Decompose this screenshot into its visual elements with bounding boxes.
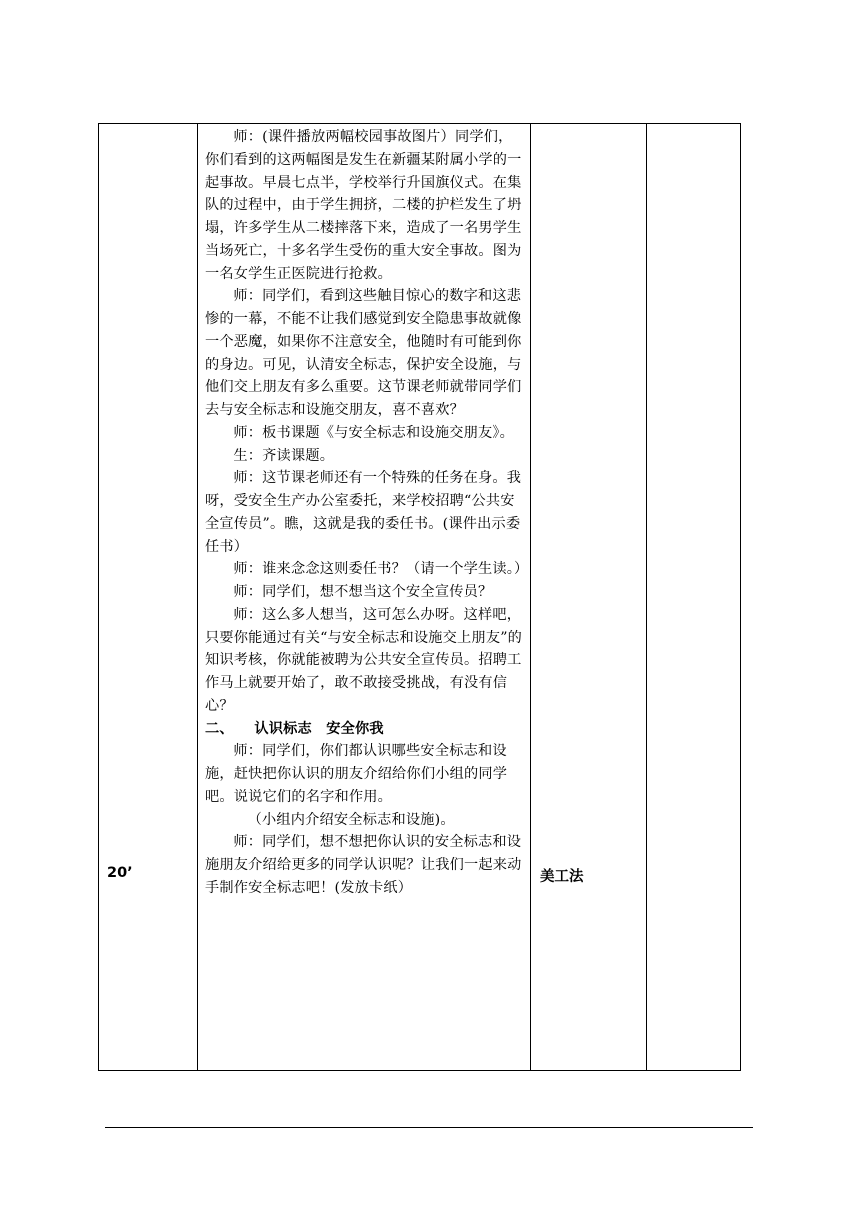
paragraph: 师：同学们，想不想当这个安全宣传员？	[233, 584, 493, 600]
section-heading: 二、 认识标志 安全你我	[205, 720, 384, 737]
paragraph: （小组内介绍安全标志和设施)。	[247, 811, 455, 828]
column-divider	[646, 124, 647, 1070]
paragraph: 师：这么多人想当，这可怎么办呀。这样吧，只要你能通过有关“与安全标志和设施交上朋友”的知识考核，你就能被聘为公共安全宣传员。招聘工作马上就要开始了，敢不敢接受挑战，有没有信心？	[205, 606, 523, 714]
paragraph: 师：同学们，看到这些触目惊心的数字和这悲惨的一幕，不能不让我们感觉到安全隐患事故就像一个恶魔，如果你不注意安全，他随时有可能到你的身边。可见，认清安全标志，保护安全设施，与他们交上朋友有多么重要。这节课老师就带同学们去与安全标志和设施交朋友，喜不喜欢？	[205, 288, 522, 418]
teaching-process-column	[205, 126, 529, 900]
paragraph: 师：这节课老师还有一个特殊的任务在身。我呀，受安全生产办公室委托，来学校招聘“公共安全宣传员”。瞧，这就是我的委任书。(课件出示委任书）	[205, 470, 522, 555]
paragraph: 师：同学们，你们都认识哪些安全标志和设施，赶快把你认识的朋友介绍给你们小组的同学吧。说说它们的名字和作用。	[205, 743, 508, 805]
teaching-method: 美工法	[540, 869, 584, 885]
paragraph: 生：齐读课题。	[233, 447, 335, 464]
paragraph: 师：(课件播放两幅校园事故图片）同学们，你们看到的这两幅图是发生在新疆某附属小学的一起事故。早晨七点半，学校举行升国旗仪式。在集队的过程中，由于学生拥挤，二楼的护栏发生了坍塌，许多学生从二楼摔落下来，造成了一名男学生当场死亡，十多名学生受伤的重大安全事故。图为一名女学生正医院进行抢救。	[205, 129, 522, 282]
paragraph: 师：谁来念念这则委任书？（请一个学生读。）	[233, 561, 529, 578]
column-divider	[197, 124, 198, 1070]
lesson-plan-table	[98, 123, 741, 1071]
paragraph: 师：板书课题《与安全标志和设施交朋友》。	[233, 424, 515, 441]
column-divider	[530, 124, 531, 1070]
time-allocation: 20’	[107, 865, 133, 881]
paragraph: 师：同学们，想不想把你认识的安全标志和设施朋友介绍给更多的同学认识呢？让我们一起来动手制作安全标志吧！(发放卡纸）	[205, 834, 522, 896]
footer-rule	[105, 1127, 753, 1128]
